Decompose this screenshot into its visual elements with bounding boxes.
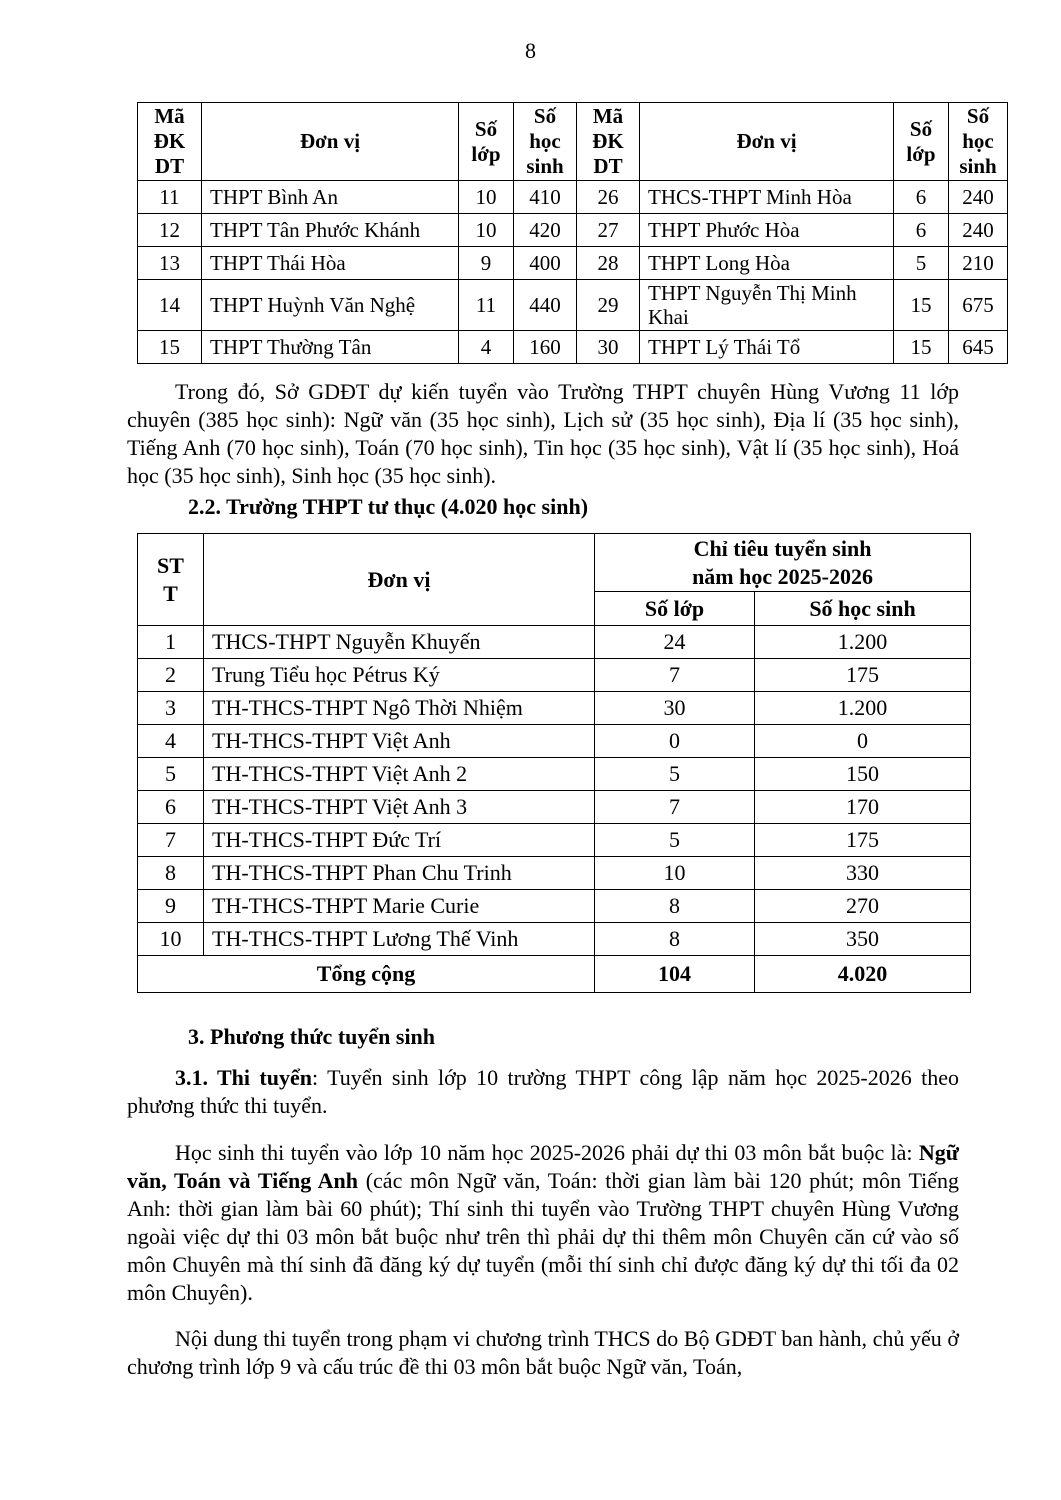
- paragraph-noi-dung-thi: Nội dung thi tuyển trong phạm vi chương trình THCS do Bộ GDĐT ban hành, chủ yếu ở chương trình lớp 9 và cấu trúc đề thi 03 môn bắt buộc Ngữ văn, Toán,: [127, 1326, 959, 1379]
- cell-so-lop: 8: [595, 923, 755, 956]
- cell-so-hoc-sinh: 675: [949, 280, 1008, 331]
- cell-don-vi: TH-THCS-THPT Việt Anh 2: [204, 758, 595, 791]
- cell-so-hoc-sinh: 400: [514, 247, 577, 280]
- cell-so-hoc-sinh: 270: [755, 890, 971, 923]
- table-row: [138, 181, 1008, 214]
- header-so-hoc-sinh: Số học sinh: [755, 592, 971, 626]
- cell-so-hoc-sinh: 350: [755, 923, 971, 956]
- page-number: 8: [525, 38, 536, 63]
- cell-so-hoc-sinh: 410: [514, 181, 577, 214]
- cell-stt: 1: [138, 626, 204, 659]
- table-row: [138, 791, 971, 824]
- table-row: [138, 626, 971, 659]
- cell-so-hoc-sinh: 330: [755, 857, 971, 890]
- table-row: [138, 890, 971, 923]
- paragraph-thi-tuyen: 3.1. Thi tuyển: Tuyển sinh lớp 10 trường THPT công lập năm học 2025-2026 theo phương thức thi tuyển.: [127, 1065, 959, 1118]
- cell-so-lop: 10: [459, 214, 514, 247]
- cell-so-hoc-sinh: 1.200: [755, 692, 971, 725]
- cell-so-lop: 5: [595, 758, 755, 791]
- cell-so-hoc-sinh: 240: [949, 181, 1008, 214]
- table-row: [138, 758, 971, 791]
- cell-so-lop: 10: [459, 181, 514, 214]
- cell-stt: 6: [138, 791, 204, 824]
- cell-so-lop: 15: [894, 280, 949, 331]
- cell-ma: 12: [138, 214, 202, 247]
- table-row: [138, 857, 971, 890]
- cell-so-lop: 4: [459, 331, 514, 364]
- header-ma-dk-dt: Mã ĐK DT: [138, 103, 202, 181]
- public-school-table: [137, 102, 1008, 364]
- cell-so-lop: 0: [595, 725, 755, 758]
- cell-don-vi: THPT Thường Tân: [202, 331, 459, 364]
- cell-so-lop: 9: [459, 247, 514, 280]
- cell-stt: 7: [138, 824, 204, 857]
- header-chi-tieu: Chỉ tiêu tuyển sinh năm học 2025-2026: [595, 534, 971, 592]
- cell-so-hoc-sinh: 440: [514, 280, 577, 331]
- header-so-lop-2: Số lớp: [894, 103, 949, 181]
- cell-don-vi: THPT Bình An: [202, 181, 459, 214]
- total-so-hoc-sinh: 4.020: [755, 956, 971, 993]
- header-don-vi: Đơn vị: [204, 534, 595, 626]
- paragraph-mon-thi: Học sinh thi tuyển vào lớp 10 năm học 2025-2026 phải dự thi 03 môn bắt buộc là: Ngữ văn, Toán và Tiếng Anh (các môn Ngữ văn, Toán: thời gian làm bài 120 phút; môn Tiếng Anh: thời gian làm bài 60 phút); Thí sinh thi tuyển vào Trường THPT chuyên Hùng Vương ngoài việc dự thi 03 môn bắt buộc như trên thì phải dự thi thêm môn Chuyên căn cứ vào số môn Chuyên mà thí sinh đã đăng ký dự tuyển (mỗi thí sinh chỉ được đăng ký dự thi tối đa 02 môn Chuyên).: [127, 1140, 959, 1305]
- cell-stt: 4: [138, 725, 204, 758]
- cell-ma: 14: [138, 280, 202, 331]
- header-so-hoc-sinh: Số học sinh: [514, 103, 577, 181]
- header-don-vi-2: Đơn vị: [640, 103, 894, 181]
- table-row: [138, 659, 971, 692]
- cell-don-vi: TH-THCS-THPT Lương Thế Vinh: [204, 923, 595, 956]
- table-row: [138, 923, 971, 956]
- cell-don-vi: THPT Tân Phước Khánh: [202, 214, 459, 247]
- header-ma-dk-dt-2: Mã ĐK DT: [577, 103, 640, 181]
- cell-so-lop: 6: [894, 214, 949, 247]
- cell-don-vi: THPT Phước Hòa: [640, 214, 894, 247]
- header-so-lop: Số lớp: [595, 592, 755, 626]
- table-row: [138, 280, 1008, 331]
- cell-ma: 29: [577, 280, 640, 331]
- cell-don-vi: TH-THCS-THPT Việt Anh: [204, 725, 595, 758]
- cell-so-hoc-sinh: 420: [514, 214, 577, 247]
- cell-don-vi: TH-THCS-THPT Việt Anh 3: [204, 791, 595, 824]
- cell-so-lop: 7: [595, 659, 755, 692]
- cell-so-hoc-sinh: 150: [755, 758, 971, 791]
- subheading-3-1: 3.1. Thi tuyển: [175, 1065, 312, 1090]
- private-school-table: [137, 533, 971, 993]
- cell-don-vi: THPT Long Hòa: [640, 247, 894, 280]
- cell-stt: 9: [138, 890, 204, 923]
- heading-2-2: 2.2. Trường THPT tư thục (4.020 học sinh): [188, 494, 589, 519]
- table-row: [138, 247, 1008, 280]
- cell-don-vi: THPT Nguyễn Thị Minh Khai: [640, 280, 894, 331]
- cell-don-vi: THPT Huỳnh Văn Nghệ: [202, 280, 459, 331]
- cell-stt: 5: [138, 758, 204, 791]
- cell-stt: 8: [138, 857, 204, 890]
- cell-don-vi: THPT Thái Hòa: [202, 247, 459, 280]
- cell-so-lop: 24: [595, 626, 755, 659]
- header-stt: ST T: [138, 534, 204, 626]
- total-label: Tổng cộng: [138, 956, 595, 993]
- header-so-lop: Số lớp: [459, 103, 514, 181]
- total-so-lop: 104: [595, 956, 755, 993]
- cell-stt: 3: [138, 692, 204, 725]
- cell-ma: 15: [138, 331, 202, 364]
- cell-so-hoc-sinh: 210: [949, 247, 1008, 280]
- cell-so-lop: 30: [595, 692, 755, 725]
- cell-ma: 13: [138, 247, 202, 280]
- cell-so-hoc-sinh: 240: [949, 214, 1008, 247]
- cell-don-vi: TH-THCS-THPT Đức Trí: [204, 824, 595, 857]
- cell-don-vi: THCS-THPT Nguyễn Khuyến: [204, 626, 595, 659]
- table-header-row: [138, 103, 1008, 181]
- cell-don-vi: THCS-THPT Minh Hòa: [640, 181, 894, 214]
- cell-ma: 26: [577, 181, 640, 214]
- table-row: [138, 331, 1008, 364]
- table-row: [138, 725, 971, 758]
- table-row: [138, 692, 971, 725]
- cell-so-lop: 11: [459, 280, 514, 331]
- cell-stt: 10: [138, 923, 204, 956]
- cell-ma: 28: [577, 247, 640, 280]
- table-row: [138, 824, 971, 857]
- cell-don-vi: TH-THCS-THPT Phan Chu Trinh: [204, 857, 595, 890]
- cell-so-hoc-sinh: 170: [755, 791, 971, 824]
- header-so-hoc-sinh-2: Số học sinh: [949, 103, 1008, 181]
- header-don-vi: Đơn vị: [202, 103, 459, 181]
- cell-so-hoc-sinh: 1.200: [755, 626, 971, 659]
- cell-don-vi: TH-THCS-THPT Marie Curie: [204, 890, 595, 923]
- total-row: [138, 956, 971, 993]
- cell-so-lop: 5: [595, 824, 755, 857]
- cell-so-lop: 15: [894, 331, 949, 364]
- cell-so-hoc-sinh: 645: [949, 331, 1008, 364]
- cell-so-lop: 7: [595, 791, 755, 824]
- cell-so-hoc-sinh: 0: [755, 725, 971, 758]
- heading-3: 3. Phương thức tuyển sinh: [188, 1024, 436, 1049]
- cell-don-vi: TH-THCS-THPT Ngô Thời Nhiệm: [204, 692, 595, 725]
- cell-ma: 11: [138, 181, 202, 214]
- cell-so-hoc-sinh: 175: [755, 824, 971, 857]
- cell-don-vi: THPT Lý Thái Tổ: [640, 331, 894, 364]
- cell-so-lop: 8: [595, 890, 755, 923]
- table-header-row: [138, 534, 971, 592]
- cell-so-lop: 10: [595, 857, 755, 890]
- cell-so-lop: 5: [894, 247, 949, 280]
- cell-so-lop: 6: [894, 181, 949, 214]
- cell-ma: 27: [577, 214, 640, 247]
- cell-so-hoc-sinh: 175: [755, 659, 971, 692]
- paragraph-chuyen-hung-vuong: Trong đó, Sở GDĐT dự kiến tuyển vào Trường THPT chuyên Hùng Vương 11 lớp chuyên (385 học sinh): Ngữ văn (35 học sinh), Lịch sử (35 học sinh), Địa lí (35 học sinh), Tiếng Anh (70 học sinh), Toán (70 học sinh), Tin học (35 học sinh), Vật lí (35 học sinh), Hoá học (35 học sinh), Sinh học (35 học sinh).: [127, 379, 959, 488]
- cell-don-vi: Trung Tiểu học Pétrus Ký: [204, 659, 595, 692]
- cell-stt: 2: [138, 659, 204, 692]
- cell-ma: 30: [577, 331, 640, 364]
- cell-so-hoc-sinh: 160: [514, 331, 577, 364]
- table-row: [138, 214, 1008, 247]
